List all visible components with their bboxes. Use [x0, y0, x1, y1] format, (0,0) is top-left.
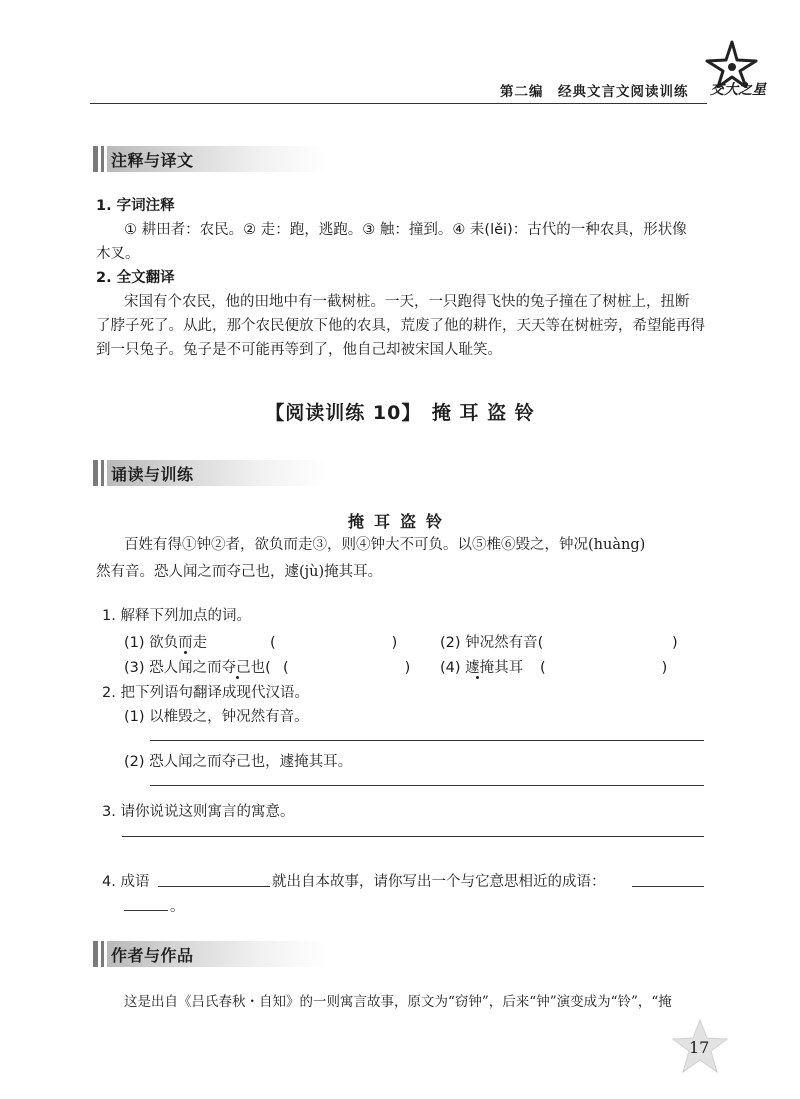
subheading-translation: 2. 全文翻译: [96, 270, 175, 286]
poem-line: 然有音。恐人闻之而夺己也，遽(jù)掩其耳。: [96, 564, 383, 580]
answer-line[interactable]: [150, 785, 704, 786]
answer-line[interactable]: [122, 836, 704, 837]
q2-sentence: (1) 以椎毁之，钟况然有音。: [124, 709, 309, 725]
poem-line: 百姓有得①钟②者，欲负而走③，则④钟大不可负。以⑤椎⑥毁之，钟况(huàng): [124, 537, 646, 553]
answer-blank[interactable]: [158, 886, 270, 887]
translation-line: 到一只兔子。兔子是不可能再等到了，他自己却被宋国人耻笑。: [96, 342, 502, 358]
q1-item-label: (2) 钟况然有音(: [440, 635, 544, 651]
section-heading-label: 作者与作品: [111, 946, 194, 965]
q2-sentence: (2) 恐人闻之而夺己也，遽掩其耳。: [124, 754, 353, 770]
q1-item-label: (3) 恐人闻之而夺己也(: [124, 660, 271, 676]
section-heading-label: 注释与译文: [111, 151, 194, 170]
answer-blank[interactable]: [632, 886, 704, 887]
poem-title: 掩耳盗铃: [347, 512, 452, 531]
translation-line: 宋国有个农民，他的田地中有一截树桩。一天，一只跑得飞快的兔子撞在了树桩上，扭断: [124, 294, 690, 310]
question-4-end: 。: [170, 899, 185, 915]
question-1: 1. 解释下列加点的词。: [102, 608, 251, 624]
lesson-title: 【阅读训练 10】 掩 耳 盗 铃: [265, 402, 535, 424]
section-heading-label: 诵读与训练: [111, 465, 194, 484]
header-title: 第二编 经典文言文阅读训练: [500, 84, 689, 100]
subheading-notes: 1. 字词注释: [96, 198, 175, 214]
q1-item-label: (1) 欲负而走: [124, 635, 208, 651]
emphasis-dot: [476, 676, 479, 679]
star-logo-icon: [698, 40, 760, 88]
q1-item-label: (4) 遽掩其耳: [440, 660, 524, 676]
page-number: 17: [689, 1038, 710, 1057]
question-2: 2. 把下列语句翻译成现代汉语。: [102, 685, 309, 701]
emphasis-dot: [236, 676, 239, 679]
section-heading-author: [93, 939, 333, 969]
q1-item-blank[interactable]: ( ): [283, 660, 411, 676]
notes-line: 木叉。: [96, 246, 140, 262]
emphasis-dot: [184, 651, 187, 654]
q1-item-blank[interactable]: ( ): [540, 660, 668, 676]
translation-line: 了脖子死了。从此，那个农民便放下他的农具，荒废了他的耕作，天天等在树桩旁，希望能再得: [96, 318, 705, 334]
notes-line: ① 耕田者：农民。② 走：跑，逃跑。③ 触：撞到。④ 耒(lěi)：古代的一种农具，形状像: [124, 222, 687, 238]
answer-line[interactable]: [150, 740, 704, 741]
header-rule: [90, 103, 707, 104]
header-brand: 交大之星: [710, 82, 766, 98]
section-heading-notes: [93, 144, 333, 174]
question-3: 3. 请你说说这则寓言的寓意。: [102, 804, 295, 820]
author-text: 这是出自《吕氏春秋・自知》的一则寓言故事，原文为“窃钟”，后来“钟”演变成为“铃”，“掩: [124, 994, 672, 1010]
section-heading-reading: [93, 458, 333, 488]
answer-blank[interactable]: [124, 910, 168, 911]
question-4-middle: 就出自本故事，请你写出一个与它意思相近的成语：: [272, 874, 606, 890]
question-4-start: 4. 成语: [102, 874, 150, 890]
q1-item-blank[interactable]: ): [556, 635, 678, 651]
q1-item-blank[interactable]: ( ): [270, 635, 398, 651]
